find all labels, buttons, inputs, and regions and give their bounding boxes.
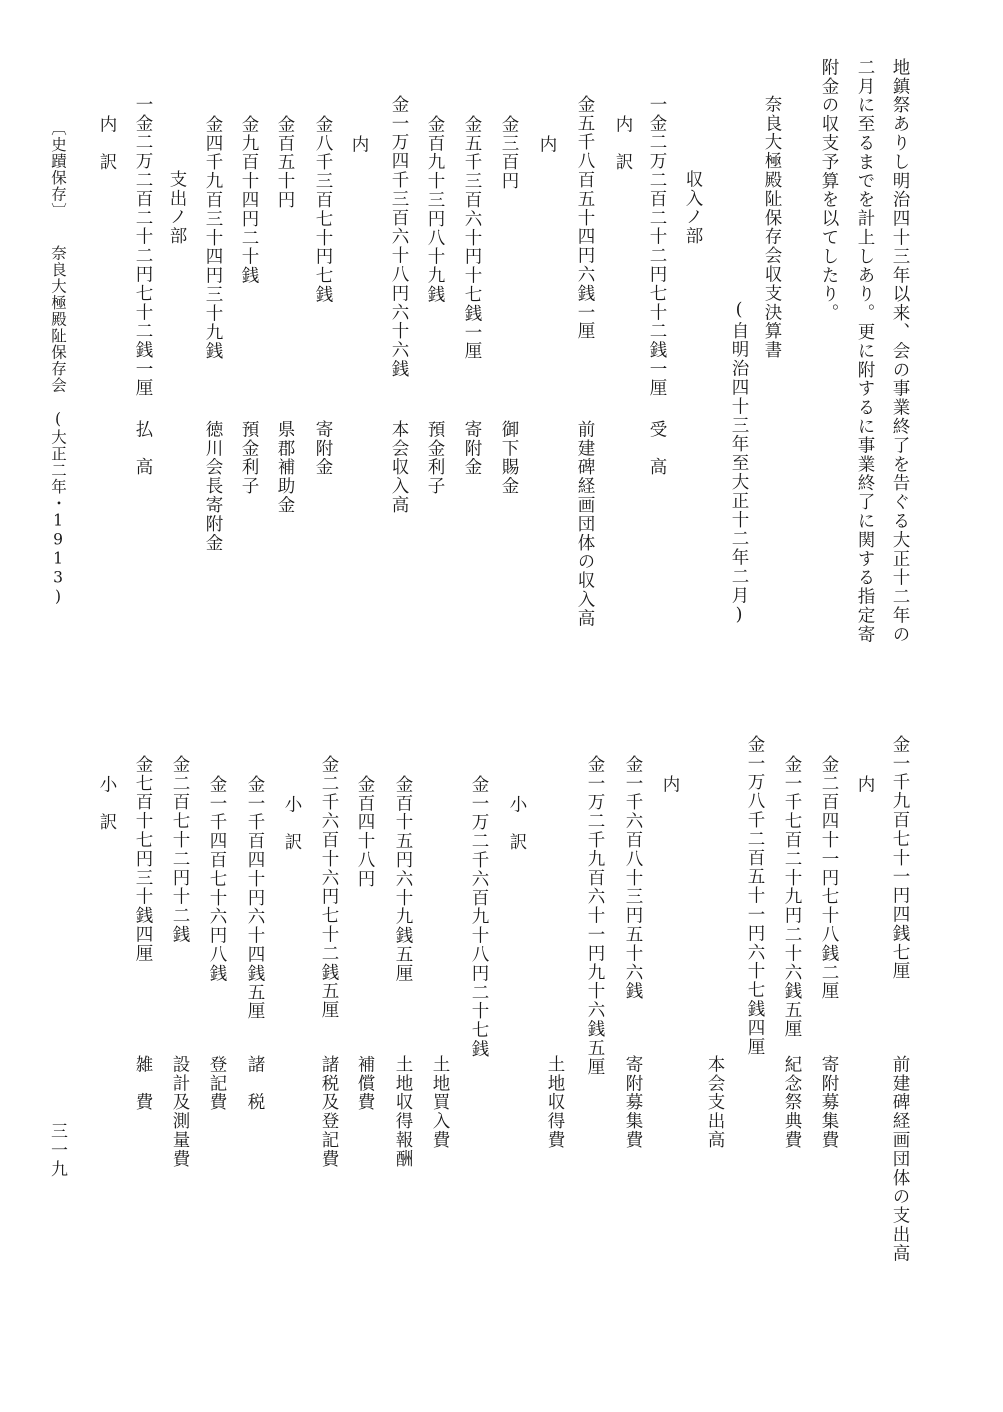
document-title: 奈良大極殿阯保存会収支決算書 [762, 95, 782, 360]
label: 御下賜金 [499, 420, 519, 496]
amount: 金百四十八円 [355, 775, 375, 889]
amount: 金一千四百七十六円八銭 [207, 775, 227, 983]
label: 紀念祭典費 [782, 1055, 802, 1150]
sub-breakdown-heading: 小 訳 [507, 795, 527, 852]
income-section-header: 収入ノ部 [683, 170, 703, 246]
label: 土地収得報酬 [393, 1055, 413, 1169]
intro-line-1: 地鎮祭ありし明治四十三年以来、会の事業終了を告ぐる大正十二年の [890, 58, 910, 644]
label: 本会支出高 [705, 1055, 725, 1150]
label: 寄附金 [313, 420, 333, 477]
expense-section-header: 支出ノ部 [167, 170, 187, 246]
label: 受 高 [647, 420, 667, 477]
amount: 金一千七百二十九円二十六銭五厘 [782, 755, 802, 1039]
label: 前建碑経画団体の収入高 [575, 420, 595, 628]
sub-heading: 内 [660, 775, 680, 794]
breakdown-heading: 内 訳 [97, 115, 117, 172]
amount: 金一万八千二百五十一円六十七銭四厘 [745, 735, 765, 1057]
intro-line-2: 二月に至るまでを計上しあり。更に附するに事業終了に関する指定寄 [855, 58, 875, 644]
amount: 金九百十四円二十銭 [239, 115, 259, 286]
amount: 金五千三百六十円十七銭一厘 [462, 115, 482, 361]
sub-heading: 内 [855, 775, 875, 794]
amount: 金一千六百八十三円五十六銭 [623, 755, 643, 1001]
amount: 金一千百四十円六十四銭五厘 [245, 775, 265, 1021]
amount: 金二百七十二円十二銭 [170, 755, 190, 944]
label: 諸税及登記費 [319, 1055, 339, 1169]
amount: 金二千六百十六円七十二銭五厘 [319, 755, 339, 1020]
label: 寄附金 [462, 420, 482, 477]
label: 払 高 [133, 420, 153, 477]
sub-breakdown-heading: 小 訳 [97, 775, 117, 832]
amount: 金一万四千三百六十八円六十六銭 [389, 95, 409, 379]
source-citation: 奈良大極殿阯保存会 (大正二年・1913) [49, 245, 67, 607]
amount: 金七百十七円三十銭四厘 [133, 755, 153, 963]
sub-breakdown-heading: 小 訳 [282, 795, 302, 852]
label: 土地収得費 [545, 1055, 565, 1150]
label: 本会収入高 [389, 420, 409, 515]
amount: 金一千九百七十一円四銭七厘 [890, 735, 910, 981]
amount: 金三百円 [499, 115, 519, 191]
label: 前建碑経画団体の支出高 [890, 1055, 910, 1263]
amount: 金百五十円 [275, 115, 295, 210]
document-period: (自明治四十三年至大正十二年二月) [729, 300, 749, 627]
label: 土地買入費 [430, 1055, 450, 1150]
sub-heading: 内 [537, 135, 557, 154]
label: 県郡補助金 [275, 420, 295, 515]
section-label: 〔史蹟保存〕 [49, 120, 67, 219]
label: 諸 税 [245, 1055, 265, 1112]
label: 補償費 [355, 1055, 375, 1112]
label: 設計及測量費 [170, 1055, 190, 1169]
label: 預金利子 [425, 420, 445, 496]
page-number: 三一九 [47, 1122, 67, 1179]
label: 雑 費 [133, 1055, 153, 1112]
amount: 金二百四十一円七十八銭二厘 [819, 755, 839, 1001]
label: 預金利子 [239, 420, 259, 496]
amount: 金一万二千九百六十一円九十六銭五厘 [585, 755, 605, 1077]
sub-heading: 内 [349, 135, 369, 154]
amount: 金五千八百五十四円六銭一厘 [575, 95, 595, 341]
label: 寄附募集費 [819, 1055, 839, 1150]
breakdown-heading: 内 訳 [613, 115, 633, 172]
amount: 金一万二千六百九十八円二十七銭 [469, 775, 489, 1059]
label: 登記費 [207, 1055, 227, 1112]
intro-line-3: 附金の収支予算を以てしたり。 [819, 58, 839, 323]
label: 寄附募集費 [623, 1055, 643, 1150]
amount: 金百九十三円八十九銭 [425, 115, 445, 304]
label: 徳川会長寄附金 [203, 420, 223, 553]
amount: 金八千三百七十円七銭 [313, 115, 333, 304]
amount: 金四千九百三十四円三十九銭 [203, 115, 223, 361]
amount: 一金二万二百二十二円七十二銭一厘 [647, 95, 667, 398]
amount: 金百十五円六十九銭五厘 [393, 775, 413, 983]
amount: 一金二万二百二十二円七十二銭一厘 [133, 95, 153, 398]
